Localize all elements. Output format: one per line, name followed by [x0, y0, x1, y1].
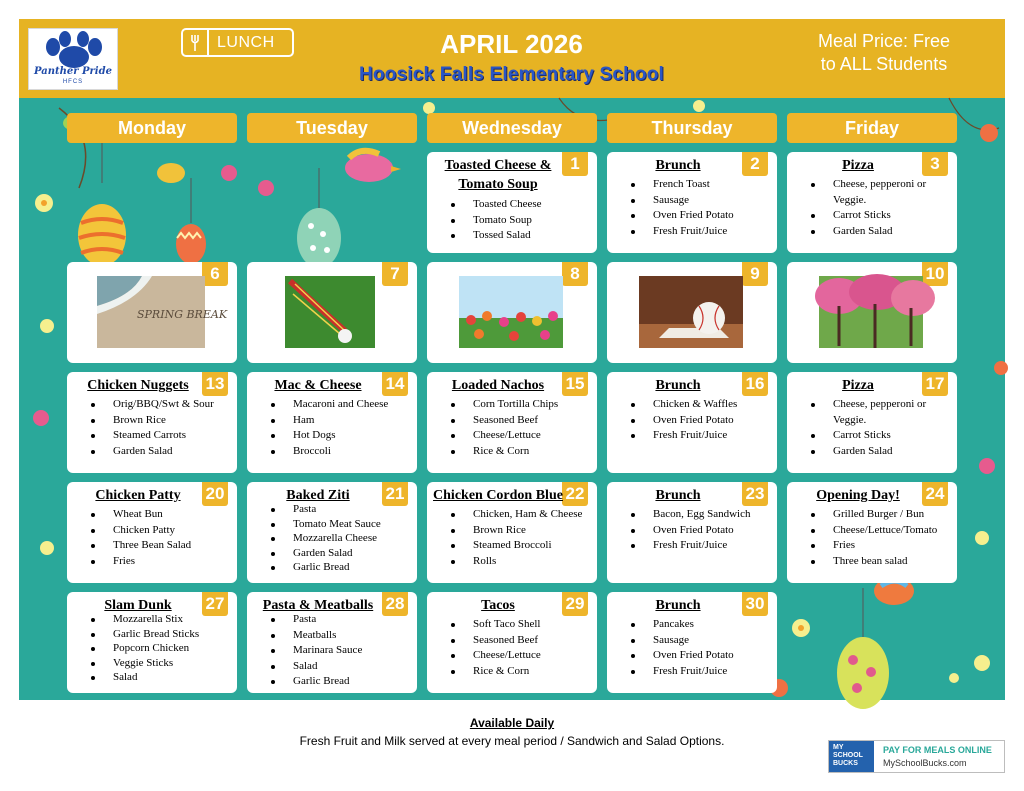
- menu-item: Garlic Bread: [271, 674, 411, 690]
- menu-item: Toasted Cheese: [451, 197, 591, 213]
- myschoolbucks-banner[interactable]: [828, 740, 1005, 773]
- menu-item: Pasta: [271, 612, 411, 628]
- day-card-17: [787, 372, 957, 473]
- menu-item: Garden Salad: [271, 546, 411, 561]
- day-number: 20: [202, 482, 228, 506]
- menu-item: Tomato Meat Sauce: [271, 517, 411, 532]
- menu-item: Orig/BBQ/Swt & Sour: [91, 397, 231, 413]
- meal-price-line2: to ALL Students: [820, 54, 948, 74]
- menu-item: Pancakes: [631, 617, 771, 633]
- menu-item: Fries: [811, 538, 951, 554]
- blossom-trees-photo: [819, 276, 923, 348]
- menu-item: Soft Taco Shell: [451, 617, 591, 633]
- day-number: 14: [382, 372, 408, 396]
- menu-item: Popcorn Chicken: [91, 641, 231, 656]
- menu-item: Carrot Sticks: [811, 428, 951, 444]
- day-header-monday: Monday: [67, 113, 237, 143]
- menu-item: Seasoned Beef: [451, 413, 591, 429]
- day-number: 8: [562, 262, 588, 286]
- school-name: Hoosick Falls Elementary School: [358, 64, 665, 85]
- day-number: 10: [922, 262, 948, 286]
- menu-title: Brunch: [655, 488, 701, 503]
- menu-item: Grilled Burger / Bun: [811, 507, 951, 523]
- menu-item: Macaroni and Cheese: [271, 397, 411, 413]
- menu-items: [631, 507, 771, 554]
- day-card-6: [67, 262, 237, 363]
- menu-item: Steamed Broccoli: [451, 538, 591, 554]
- menu-item: Garden Salad: [811, 224, 951, 240]
- paw-print-icon: [29, 31, 119, 71]
- spring-break-photo: [97, 276, 228, 348]
- menu-items: [91, 612, 231, 685]
- menu-item: Garden Salad: [91, 444, 231, 460]
- day-number: 27: [202, 592, 228, 616]
- menu-items: [631, 177, 771, 239]
- menu-item: Cheese/Lettuce: [451, 428, 591, 444]
- day-number: 28: [382, 592, 408, 616]
- day-number: 13: [202, 372, 228, 396]
- menu-items: [271, 397, 411, 459]
- day-number: 22: [562, 482, 588, 506]
- menu-title: Chicken Nuggets: [87, 378, 189, 393]
- menu-item: Oven Fried Potato: [631, 523, 771, 539]
- menu-item: Meatballs: [271, 628, 411, 644]
- menu-item: Fresh Fruit/Juice: [631, 428, 771, 444]
- day-card-27: [67, 592, 237, 693]
- menu-item: Hot Dogs: [271, 428, 411, 444]
- day-card-21: [247, 482, 417, 583]
- spring-break-caption: SPRING BREAK: [137, 308, 228, 321]
- menu-title: Tacos: [481, 598, 515, 613]
- day-card-10: [787, 262, 957, 363]
- menu-item: Seasoned Beef: [451, 633, 591, 649]
- menu-title: Slam Dunk: [104, 598, 172, 613]
- menu-item: Cheese/Lettuce/Tomato: [811, 523, 951, 539]
- menu-item: Three bean salad: [811, 554, 951, 570]
- menu-title: Chicken Patty: [95, 488, 181, 503]
- menu-item: Sausage: [631, 193, 771, 209]
- day-card-22: [427, 482, 597, 583]
- menu-item: Rolls: [451, 554, 591, 570]
- menu-item: Bacon, Egg Sandwich: [631, 507, 771, 523]
- menu-item: Chicken Patty: [91, 523, 231, 539]
- menu-item: Rice & Corn: [451, 444, 591, 460]
- day-card-23: [607, 482, 777, 583]
- header-banner: [19, 19, 1005, 98]
- day-number: 1: [562, 152, 588, 176]
- menu-item: Salad: [271, 659, 411, 675]
- menu-item: Sausage: [631, 633, 771, 649]
- day-card-24: [787, 482, 957, 583]
- menu-title: Brunch: [655, 378, 701, 393]
- panther-pride-logo: [28, 28, 118, 90]
- day-card-14: [247, 372, 417, 473]
- day-number: 24: [922, 482, 948, 506]
- menu-item: Garlic Bread Sticks: [91, 627, 231, 642]
- day-number: 21: [382, 482, 408, 506]
- menu-items: [811, 177, 951, 239]
- day-card-1: [427, 152, 597, 253]
- menu-item: Wheat Bun: [91, 507, 231, 523]
- lunch-badge: [181, 28, 294, 57]
- menu-items: [451, 397, 591, 459]
- menu-items: [91, 507, 231, 569]
- day-card-15: [427, 372, 597, 473]
- day-card-30: [607, 592, 777, 693]
- menu-title: Opening Day!: [816, 488, 900, 503]
- menu-item: Chicken & Waffles: [631, 397, 771, 413]
- menu-item: Oven Fried Potato: [631, 648, 771, 664]
- day-card-7: [247, 262, 417, 363]
- menu-item: Fries: [91, 554, 231, 570]
- menu-item: Salad: [91, 670, 231, 685]
- day-card-9: [607, 262, 777, 363]
- menu-title: Loaded Nachos: [451, 378, 545, 393]
- day-header-tuesday: Tuesday: [247, 113, 417, 143]
- day-number: 2: [742, 152, 768, 176]
- day-card-3: [787, 152, 957, 253]
- menu-items: [271, 502, 411, 575]
- day-card-2: [607, 152, 777, 253]
- day-card-8: [427, 262, 597, 363]
- day-header-friday: Friday: [787, 113, 957, 143]
- menu-title: Baked Ziti: [286, 488, 350, 503]
- menu-item: Cheese/Lettuce: [451, 648, 591, 664]
- day-number: 7: [382, 262, 408, 286]
- day-header-thursday: Thursday: [607, 113, 777, 143]
- month-title: APRIL 2026: [440, 29, 583, 59]
- menu-title: Pizza: [842, 158, 874, 173]
- menu-item: Tomato Soup: [451, 213, 591, 229]
- baseball-photo: [639, 276, 743, 348]
- pay-online-label: PAY FOR MEALS ONLINE: [883, 745, 992, 755]
- tulips-photo: [459, 276, 563, 348]
- menu-items: [271, 612, 411, 690]
- menu-item: Three Bean Salad: [91, 538, 231, 554]
- myschoolbucks-logo: MY SCHOOL BUCKS: [829, 741, 874, 772]
- day-number: 23: [742, 482, 768, 506]
- menu-item: Tossed Salad: [451, 228, 591, 244]
- day-number: 3: [922, 152, 948, 176]
- meal-price-line1: Meal Price: Free: [817, 31, 951, 51]
- menu-item: Oven Fried Potato: [631, 413, 771, 429]
- menu-item: Cheese, pepperoni or Veggie.: [811, 177, 951, 208]
- menu-title: Brunch: [655, 598, 701, 613]
- available-daily-title: Available Daily: [469, 716, 555, 730]
- menu-item: Mozzarella Cheese: [271, 531, 411, 546]
- available-daily-text: Fresh Fruit and Milk served at every meal period / Sandwich and Salad Options.: [299, 734, 725, 748]
- menu-title: Chicken Cordon Blue: [433, 488, 563, 503]
- menu-item: Marinara Sauce: [271, 643, 411, 659]
- menu-items: [451, 617, 591, 679]
- menu-item: Steamed Carrots: [91, 428, 231, 444]
- menu-items: [811, 397, 951, 459]
- day-number: 29: [562, 592, 588, 616]
- menu-item: Garlic Bread: [271, 560, 411, 575]
- menu-item: Broccoli: [271, 444, 411, 460]
- menu-item: Garden Salad: [811, 444, 951, 460]
- day-card-20: [67, 482, 237, 583]
- day-card-13: [67, 372, 237, 473]
- logo-subtext: HFCS: [62, 79, 84, 85]
- menu-item: Brown Rice: [91, 413, 231, 429]
- day-card-16: [607, 372, 777, 473]
- day-card-28: [247, 592, 417, 693]
- menu-items: [631, 397, 771, 444]
- menu-title: Pizza: [842, 378, 874, 393]
- menu-item: Rice & Corn: [451, 664, 591, 680]
- day-number: 6: [202, 262, 228, 286]
- day-number: 17: [922, 372, 948, 396]
- day-number: 15: [562, 372, 588, 396]
- menu-item: Mozzarella Stix: [91, 612, 231, 627]
- day-number: 30: [742, 592, 768, 616]
- fork-icon: [183, 30, 209, 55]
- day-header-wednesday: Wednesday: [427, 113, 597, 143]
- meal-price: [779, 30, 989, 76]
- menu-items: [91, 397, 231, 459]
- menu-item: French Toast: [631, 177, 771, 193]
- menu-item: Chicken, Ham & Cheese: [451, 507, 591, 523]
- menu-item: Oven Fried Potato: [631, 208, 771, 224]
- logo-text: Panther Pride: [34, 66, 112, 77]
- menu-title: Brunch: [655, 158, 701, 173]
- menu-title: Pasta & Meatballs: [262, 598, 374, 613]
- menu-item: Veggie Sticks: [91, 656, 231, 671]
- menu-item: Cheese, pepperoni or Veggie.: [811, 397, 951, 428]
- lunch-label: LUNCH: [217, 34, 275, 51]
- lacrosse-photo: [285, 276, 375, 348]
- day-card-29: [427, 592, 597, 693]
- menu-items: [811, 507, 951, 569]
- menu-item: Fresh Fruit/Juice: [631, 224, 771, 240]
- menu-items: [631, 617, 771, 679]
- menu-item: Fresh Fruit/Juice: [631, 664, 771, 680]
- menu-item: Fresh Fruit/Juice: [631, 538, 771, 554]
- menu-item: Pasta: [271, 502, 411, 517]
- menu-title: Mac & Cheese: [274, 378, 362, 393]
- day-number: 9: [742, 262, 768, 286]
- menu-title: Toasted Cheese & Tomato Soup: [444, 158, 552, 192]
- day-number: 16: [742, 372, 768, 396]
- menu-item: Brown Rice: [451, 523, 591, 539]
- menu-items: [451, 507, 591, 569]
- myschoolbucks-link[interactable]: MySchoolBucks.com: [883, 758, 967, 768]
- menu-item: Corn Tortilla Chips: [451, 397, 591, 413]
- menu-item: Ham: [271, 413, 411, 429]
- menu-items: [451, 197, 591, 244]
- menu-item: Carrot Sticks: [811, 208, 951, 224]
